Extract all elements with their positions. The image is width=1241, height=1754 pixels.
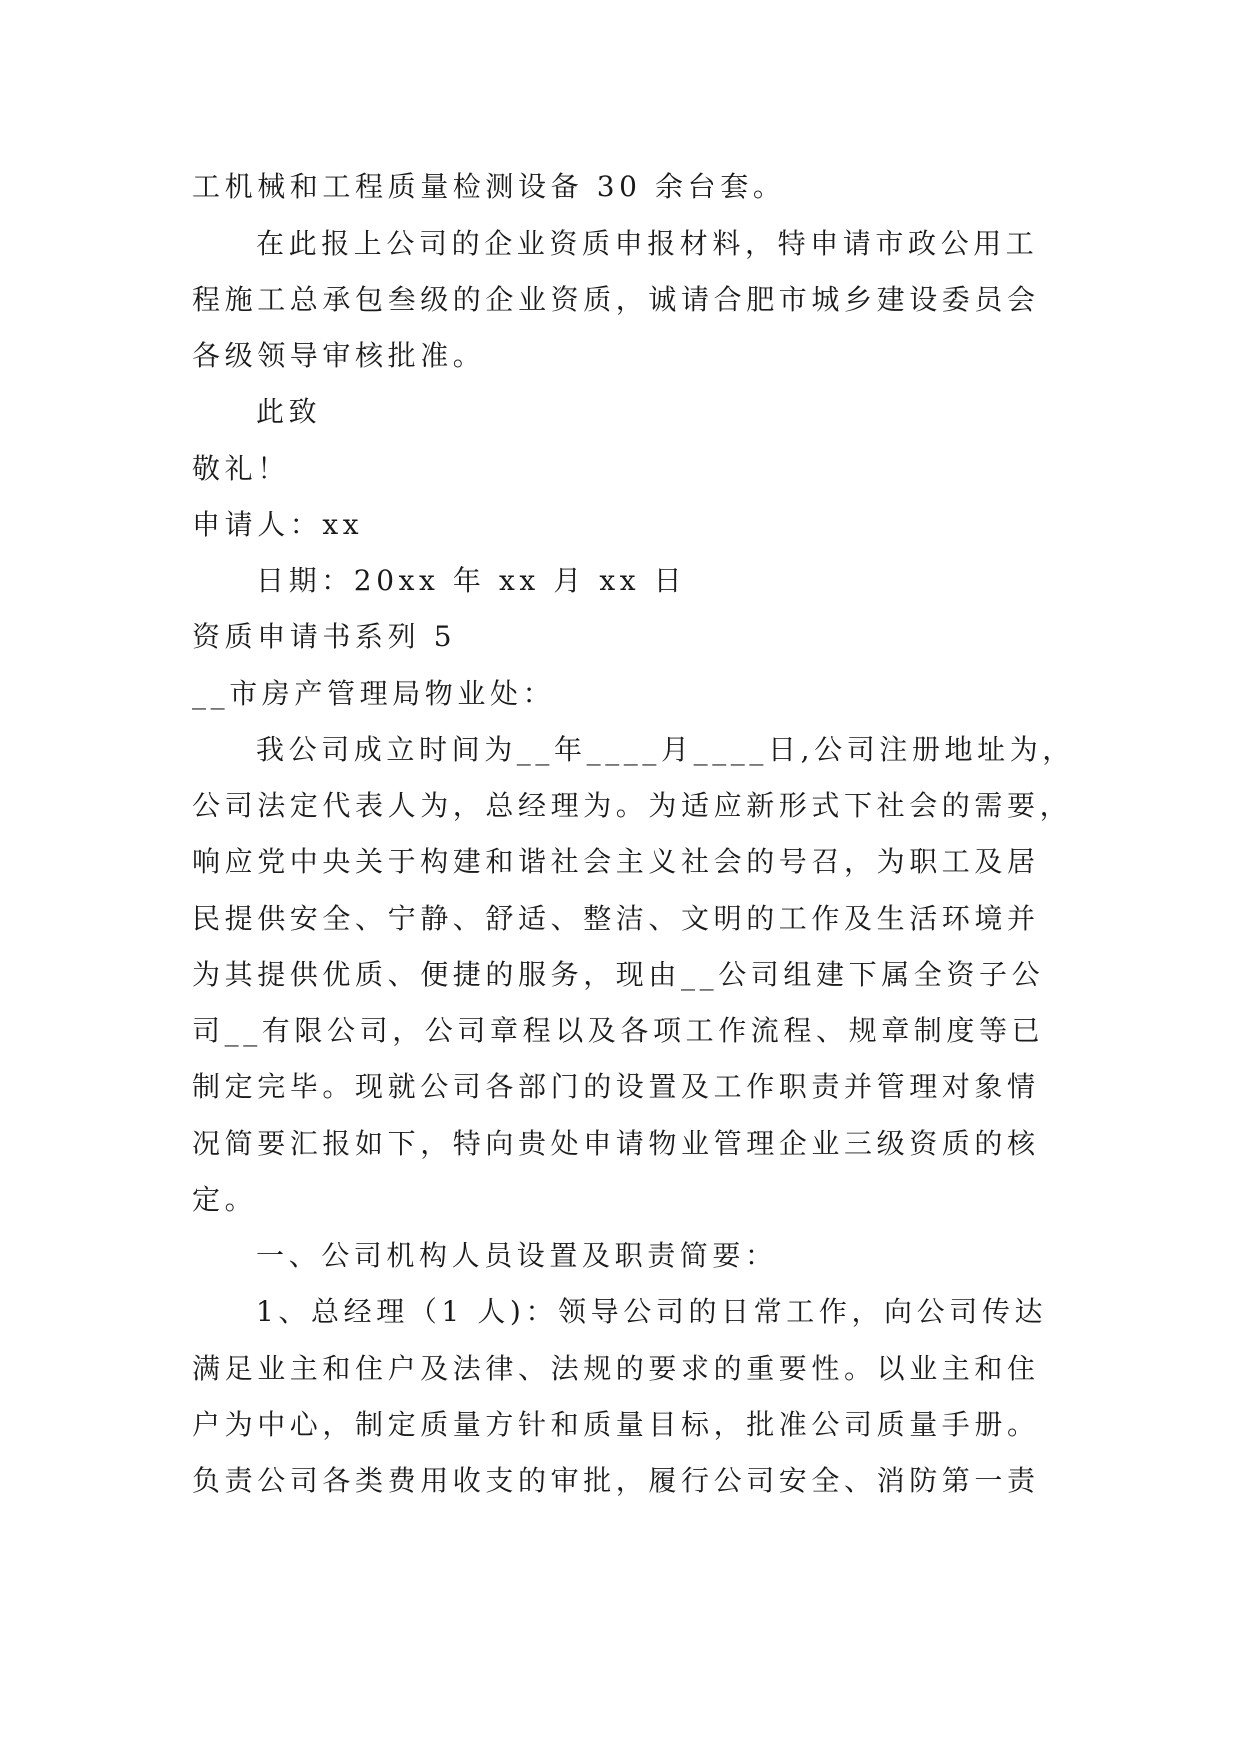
text-line: 为其提供优质、便捷的服务，现由__公司组建下属全资子公	[192, 958, 1045, 991]
text-line: 在此报上公司的企业资质申报材料，特申请市政公用工	[256, 227, 1039, 260]
text-line: 公司法定代表人为，总经理为。为适应新形式下社会的需要，	[192, 789, 1073, 822]
text-line: 我公司成立时间为__年____月____日,公司注册地址为，	[256, 733, 1075, 766]
text-line: 户为中心，制定质量方针和质量目标，批准公司质量手册。	[192, 1408, 1040, 1441]
text-line: 资质申请书系列 5	[192, 620, 457, 653]
text-line: 民提供安全、宁静、舒适、整洁、文明的工作及生活环境并	[192, 902, 1040, 935]
text-line: 申请人：xx	[192, 508, 364, 541]
text-line: 况简要汇报如下，特向贵处申请物业管理企业三级资质的核	[192, 1127, 1040, 1160]
text-line: 定。	[192, 1183, 258, 1216]
text-line: 司__有限公司，公司章程以及各项工作流程、规章制度等已	[192, 1014, 1045, 1047]
text-line: 此致	[256, 395, 322, 428]
text-line: 1、总经理（1 人)：领导公司的日常工作，向公司传达	[256, 1295, 1048, 1328]
text-line: 各级领导审核批准。	[192, 339, 486, 372]
text-line: 一、公司机构人员设置及职责简要：	[256, 1239, 778, 1272]
text-line: 敬礼！	[192, 452, 290, 485]
text-line: 程施工总承包叁级的企业资质，诚请合肥市城乡建设委员会	[192, 283, 1040, 316]
text-line: 日期：20xx 年 xx 月 xx 日	[256, 564, 687, 597]
text-line: 满足业主和住户及法律、法规的要求的重要性。以业主和住	[192, 1352, 1040, 1385]
text-line: 负责公司各类费用收支的审批，履行公司安全、消防第一责	[192, 1464, 1040, 1497]
text-line: 响应党中央关于构建和谐社会主义社会的号召，为职工及居	[192, 845, 1040, 878]
text-line: 制定完毕。现就公司各部门的设置及工作职责并管理对象情	[192, 1070, 1040, 1103]
text-line: __市房产管理局物业处：	[192, 677, 556, 710]
text-line: 工机械和工程质量检测设备 30 余台套。	[192, 170, 786, 203]
